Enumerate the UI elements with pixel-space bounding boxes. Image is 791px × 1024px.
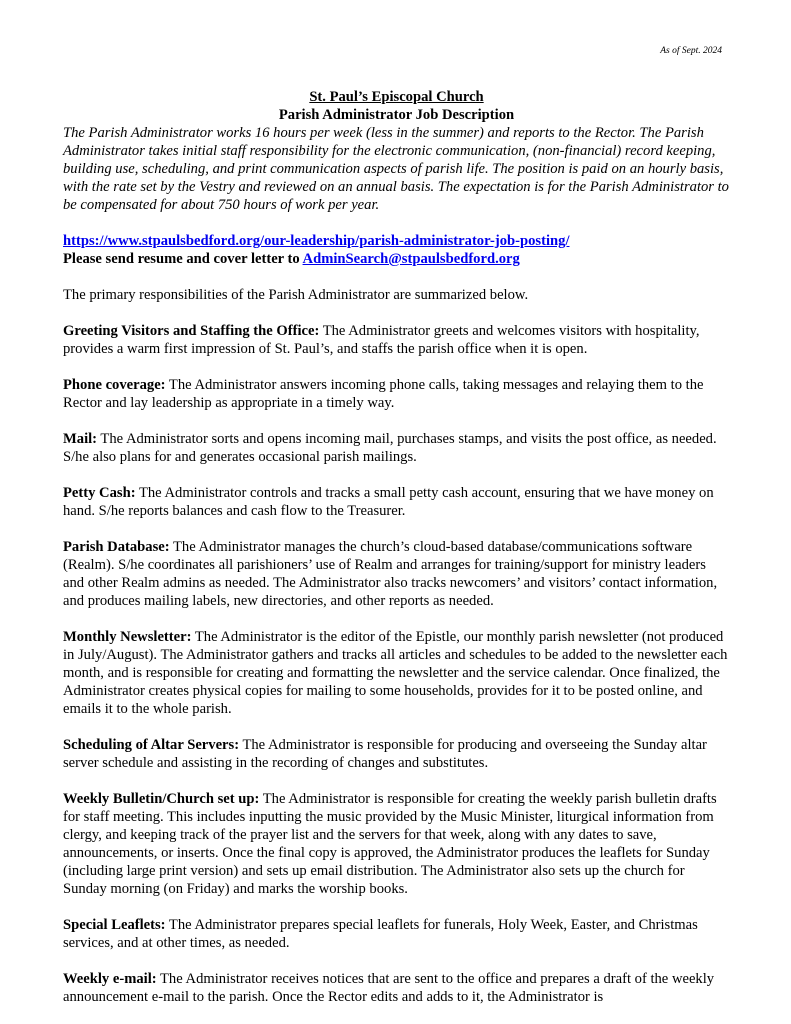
section-body: The Administrator greets and welcomes visitors with hospitality, provides a warm first impression of St. Paul’s, and staffs the parish office when it is open. [63,323,700,357]
section-weekly-email [63,970,730,1006]
section-body: The Administrator is the editor of the Epistle, our monthly parish newsletter (not produced in July/August). The Administrator gathers and tracks all articles and schedules to be added to the newsletter each month, and is responsible for creating and formatting the newsletter and the service calendar. Once finalized, the Administrator creates physical copies for mailing to some households, provides for it to be posted online, and emails it to the whole parish. [63,629,728,717]
section-body: The Administrator is responsible for producing and overseeing the Sunday altar server schedule and assisting in the recording of changes and substitutes. [63,737,707,771]
document-body [63,88,730,1024]
job-posting-link[interactable]: https://www.stpaulsbedford.org/our-leadership/parish-administrator-job-posting/ [63,233,570,249]
section-heading: Weekly e-mail: [63,971,157,987]
section-body: The Administrator prepares special leaflets for funerals, Holy Week, Easter, and Christmas services, and at other times, as needed. [63,917,698,951]
posting-link-line [63,232,730,250]
summary-line: The primary responsibilities of the Parish Administrator are summarized below. [63,287,529,303]
section-heading: Scheduling of Altar Servers: [63,737,240,753]
section-heading: Mail: [63,431,98,447]
section-phone-coverage [63,376,730,412]
document-title: St. Paul’s Episcopal Church [309,89,484,105]
as-of-date: As of Sept. 2024 [660,46,722,56]
section-heading: Greeting Visitors and Staffing the Office: [63,323,320,339]
section-heading: Monthly Newsletter: [63,629,192,645]
section-body: The Administrator manages the church’s cloud-based database/communications software (Realm). S/he coordinates all parishioners’ use of Realm and arranges for training/support for ministry leaders and other Realm admins as needed. The Administrator also tracks newcomers’ and visitors’ contact information, and produces mailing labels, new directories, and other reports as needed. [63,539,718,609]
section-body: The Administrator controls and tracks a small petty cash account, ensuring that we have money on hand. S/he reports balances and cash flow to the Treasurer. [63,485,714,519]
admin-search-email-link[interactable]: AdminSearch@stpaulsbedford.org [302,251,520,267]
spacer [63,214,730,232]
section-weekly-bulletin [63,790,730,898]
section-body: The Administrator answers incoming phone calls, taking messages and relaying them to the Rector and lay leadership as appropriate in a timely way. [63,377,704,411]
section-heading: Parish Database: [63,539,170,555]
section-altar-servers [63,736,730,772]
section-body: The Administrator is responsible for creating the weekly parish bulletin drafts for staff meeting. This includes inputting the music provided by the Music Minister, liturgical information from clergy, and keeping track of the prayer list and the servers for that week, along with any dates to save, announcements, or inserts. Once the final copy is approved, the Administrator produces the leaflets for Sunday (including large print version) and sets up email distribution. The Administrator also sets up the church for Sunday morning (on Friday) and marks the worship books. [63,791,717,897]
section-body: The Administrator sorts and opens incoming mail, purchases stamps, and visits the post office, as needed. S/he also plans for and generates occasional parish mailings. [63,431,717,465]
section-body: The Administrator receives notices that are sent to the office and prepares a draft of the weekly announcement e-mail to the parish. Once the Rector edits and adds to it, the Administrator is [63,971,715,1005]
section-petty-cash [63,484,730,520]
intro-paragraph: The Parish Administrator works 16 hours per week (less in the summer) and reports to the Rector. The Parish Administrator takes initial staff responsibility for the electronic communication, (non-financial) record keeping, building use, scheduling, and print communication aspects of parish life. The position is paid on an hourly basis, with the rate set by the Vestry and reviewed on an annual basis. The expectation is for the Parish Administrator to be compensated for about 750 hours of work per year. [63,125,729,213]
spacer [63,268,730,286]
section-monthly-newsletter [63,628,730,718]
section-parish-database [63,538,730,610]
section-heading: Special Leaflets: [63,917,166,933]
document-subtitle: Parish Administrator Job Description [278,107,515,123]
section-mail [63,430,730,466]
send-resume-line [63,250,730,268]
section-heading: Weekly Bulletin/Church set up: [63,791,260,807]
section-heading: Phone coverage: [63,377,166,393]
section-greeting [63,322,730,358]
section-heading: Petty Cash: [63,485,136,501]
section-special-leaflets [63,916,730,952]
send-resume-text: Please send resume and cover letter to [63,251,303,267]
